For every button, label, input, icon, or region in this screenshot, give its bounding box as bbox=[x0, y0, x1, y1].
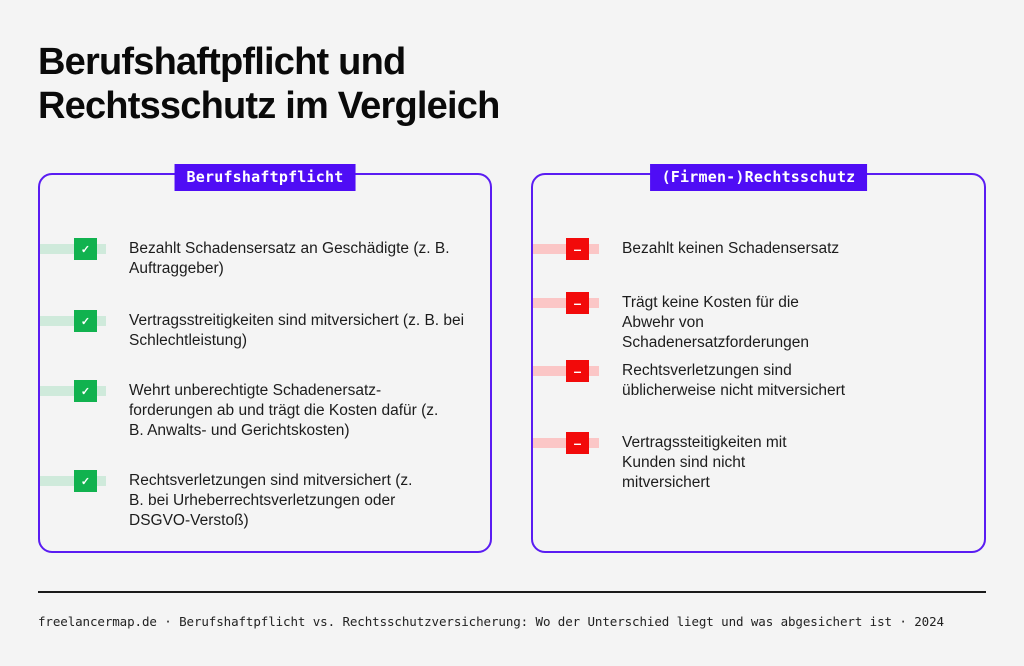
item-text: Vertragssteitigkeiten mit Kunden sind nicht mitversichert bbox=[622, 434, 787, 491]
item-text: Wehrt unberechtigte Schadenersatz-forderungen ab und trägt die Kosten dafür (z. B. Anwalts- und Gerichtskosten) bbox=[129, 382, 439, 439]
minus-icon: – bbox=[566, 292, 589, 314]
card-label: (Firmen-)Rechtsschutz bbox=[650, 164, 868, 191]
card-label: Berufshaftpflicht bbox=[175, 164, 356, 191]
minus-icon: – bbox=[566, 238, 589, 260]
page-title bbox=[38, 40, 500, 128]
check-icon: ✓ bbox=[74, 470, 97, 492]
footer-source: freelancermap.de · Berufshaftpflicht vs. Rechtsschutzversicherung: Wo der Unterschied liegt und was abgesichert ist · 2024 bbox=[38, 614, 944, 629]
check-icon: ✓ bbox=[74, 380, 97, 402]
item-text: Trägt keine Kosten für die Abwehr von Schadenersatzforderungen bbox=[622, 294, 809, 351]
item-text: Vertragsstreitigkeiten sind mitversichert (z. B. bei Schlechtleistung) bbox=[129, 312, 465, 349]
page-title-line-1: Berufshaftpflicht und bbox=[38, 41, 406, 83]
minus-icon: – bbox=[566, 360, 589, 382]
item-text: Rechtsverletzungen sind üblicherweise nicht mitversichert bbox=[622, 362, 846, 399]
footer-divider bbox=[38, 591, 986, 593]
rechtsschutz-card bbox=[531, 168, 986, 553]
minus-icon: – bbox=[566, 432, 589, 454]
check-icon: ✓ bbox=[74, 238, 97, 260]
item-text: Bezahlt Schadensersatz an Geschädigte (z. B. Auftraggeber) bbox=[129, 240, 450, 277]
page-title-line-2: Rechtsschutz im Vergleich bbox=[38, 85, 500, 127]
berufshaftpflicht-card bbox=[38, 168, 492, 553]
item-text: Bezahlt keinen Schadensersatz bbox=[622, 240, 840, 257]
item-text: Rechtsverletzungen sind mitversichert (z. B. bei Urheberrechtsverletzungen oder DSGVO-Verstoß) bbox=[129, 472, 413, 529]
check-icon: ✓ bbox=[74, 310, 97, 332]
